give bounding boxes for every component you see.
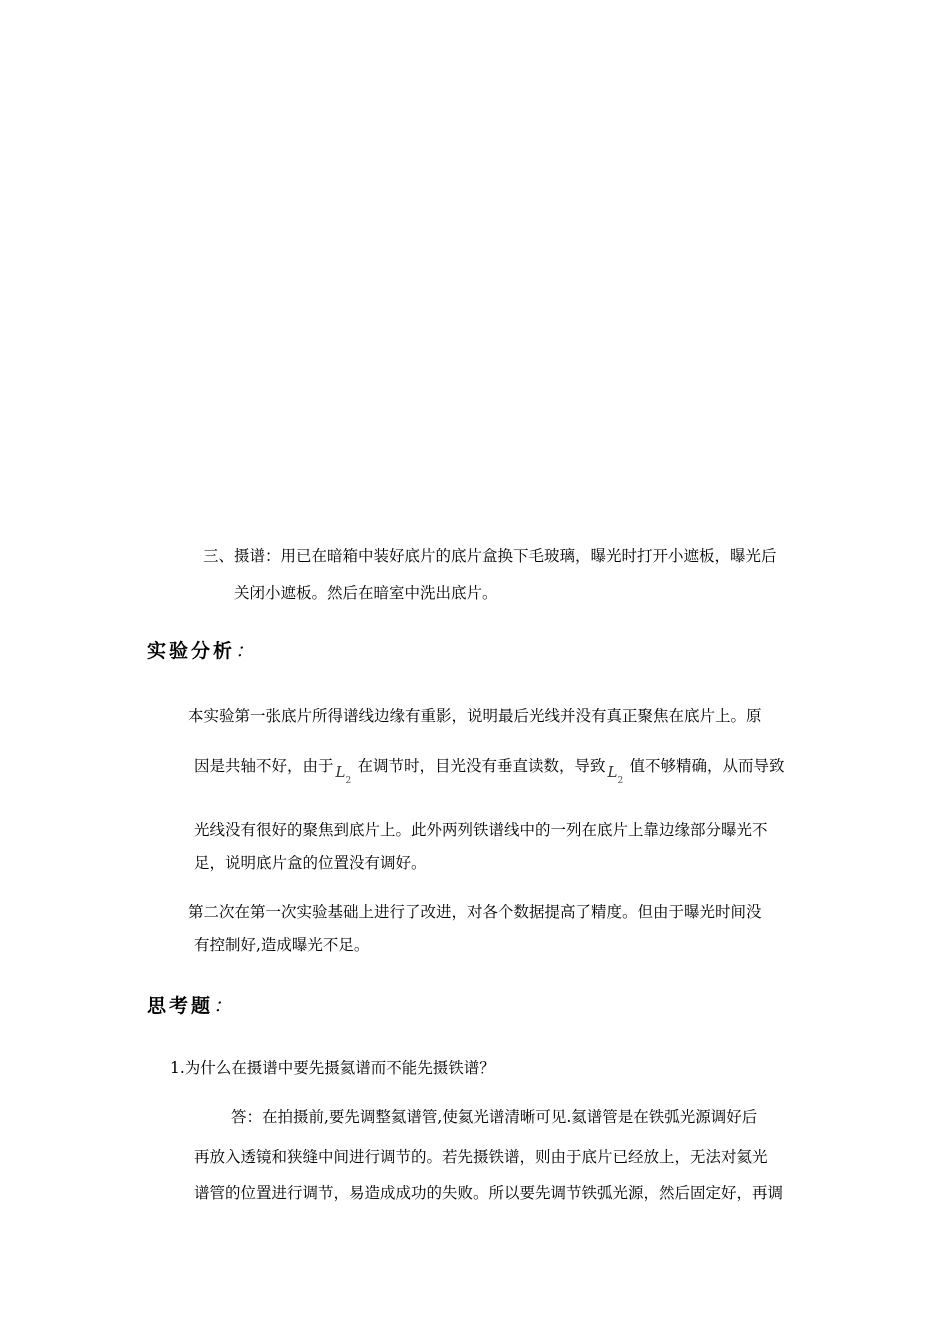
questions-heading-text: 思考题 xyxy=(147,995,214,1017)
analysis-heading xyxy=(147,638,257,664)
variable-letter: L xyxy=(335,763,346,781)
analysis-p1-line-2 xyxy=(194,755,785,786)
answer-1-line-2: 再放入透镜和狭缝中间进行调节的。若先摄铁谱，则由于底片已经放上，无法对氦光 xyxy=(194,1148,768,1166)
analysis-p2-line-1: 第二次在第一次实验基础上进行了改进，对各个数据提高了精度。但由于曝光时间没 xyxy=(188,903,762,921)
answer-1-line-1: 答：在拍摄前,要先调整氦谱管,使氦光谱清晰可见.氦谱管是在铁弧光源调好后 xyxy=(231,1108,758,1126)
step-3-line-1: 三、摄谱：用已在暗箱中装好底片的底片盒换下毛玻璃，曝光时打开小遮板，曝光后 xyxy=(203,547,777,565)
question-1: 1.为什么在摄谱中要先摄氦谱而不能先摄铁谱？ xyxy=(170,1059,495,1077)
analysis-p1-line-2-part-b: 在调节时，目光没有垂直读数，导致 xyxy=(357,757,606,775)
questions-heading xyxy=(147,993,235,1019)
analysis-p1-line-2-part-a: 因是共轴不好，由于 xyxy=(194,757,334,775)
variable-letter: L xyxy=(607,763,618,781)
answer-1-line-3: 谱管的位置进行调节，易造成成功的失败。所以要先调节铁弧光源，然后固定好，再调 xyxy=(194,1184,784,1202)
variable-subscript: 2 xyxy=(617,776,624,786)
variable-subscript: 2 xyxy=(345,776,352,786)
questions-heading-colon: ： xyxy=(213,995,236,1017)
analysis-heading-colon: ： xyxy=(235,640,258,662)
analysis-p1-line-3: 光线没有很好的聚焦到底片上。此外两列铁谱线中的一列在底片上靠边缘部分曝光不 xyxy=(194,821,768,839)
step-3-line-2: 关闭小遮板。然后在暗室中洗出底片。 xyxy=(234,584,498,602)
analysis-p1-line-2-part-c: 值不够精确，从而导致 xyxy=(629,757,785,775)
analysis-p1-line-1: 本实验第一张底片所得谱线边缘有重影，说明最后光线并没有真正聚焦在底片上。原 xyxy=(188,707,762,725)
analysis-heading-text: 实验分析 xyxy=(147,640,236,662)
variable-l2 xyxy=(334,755,358,786)
variable-l2 xyxy=(606,755,630,786)
analysis-p2-line-2: 有控制好,造成曝光不足。 xyxy=(194,936,370,954)
analysis-p1-line-4: 足，说明底片盒的位置没有调好。 xyxy=(194,854,427,872)
